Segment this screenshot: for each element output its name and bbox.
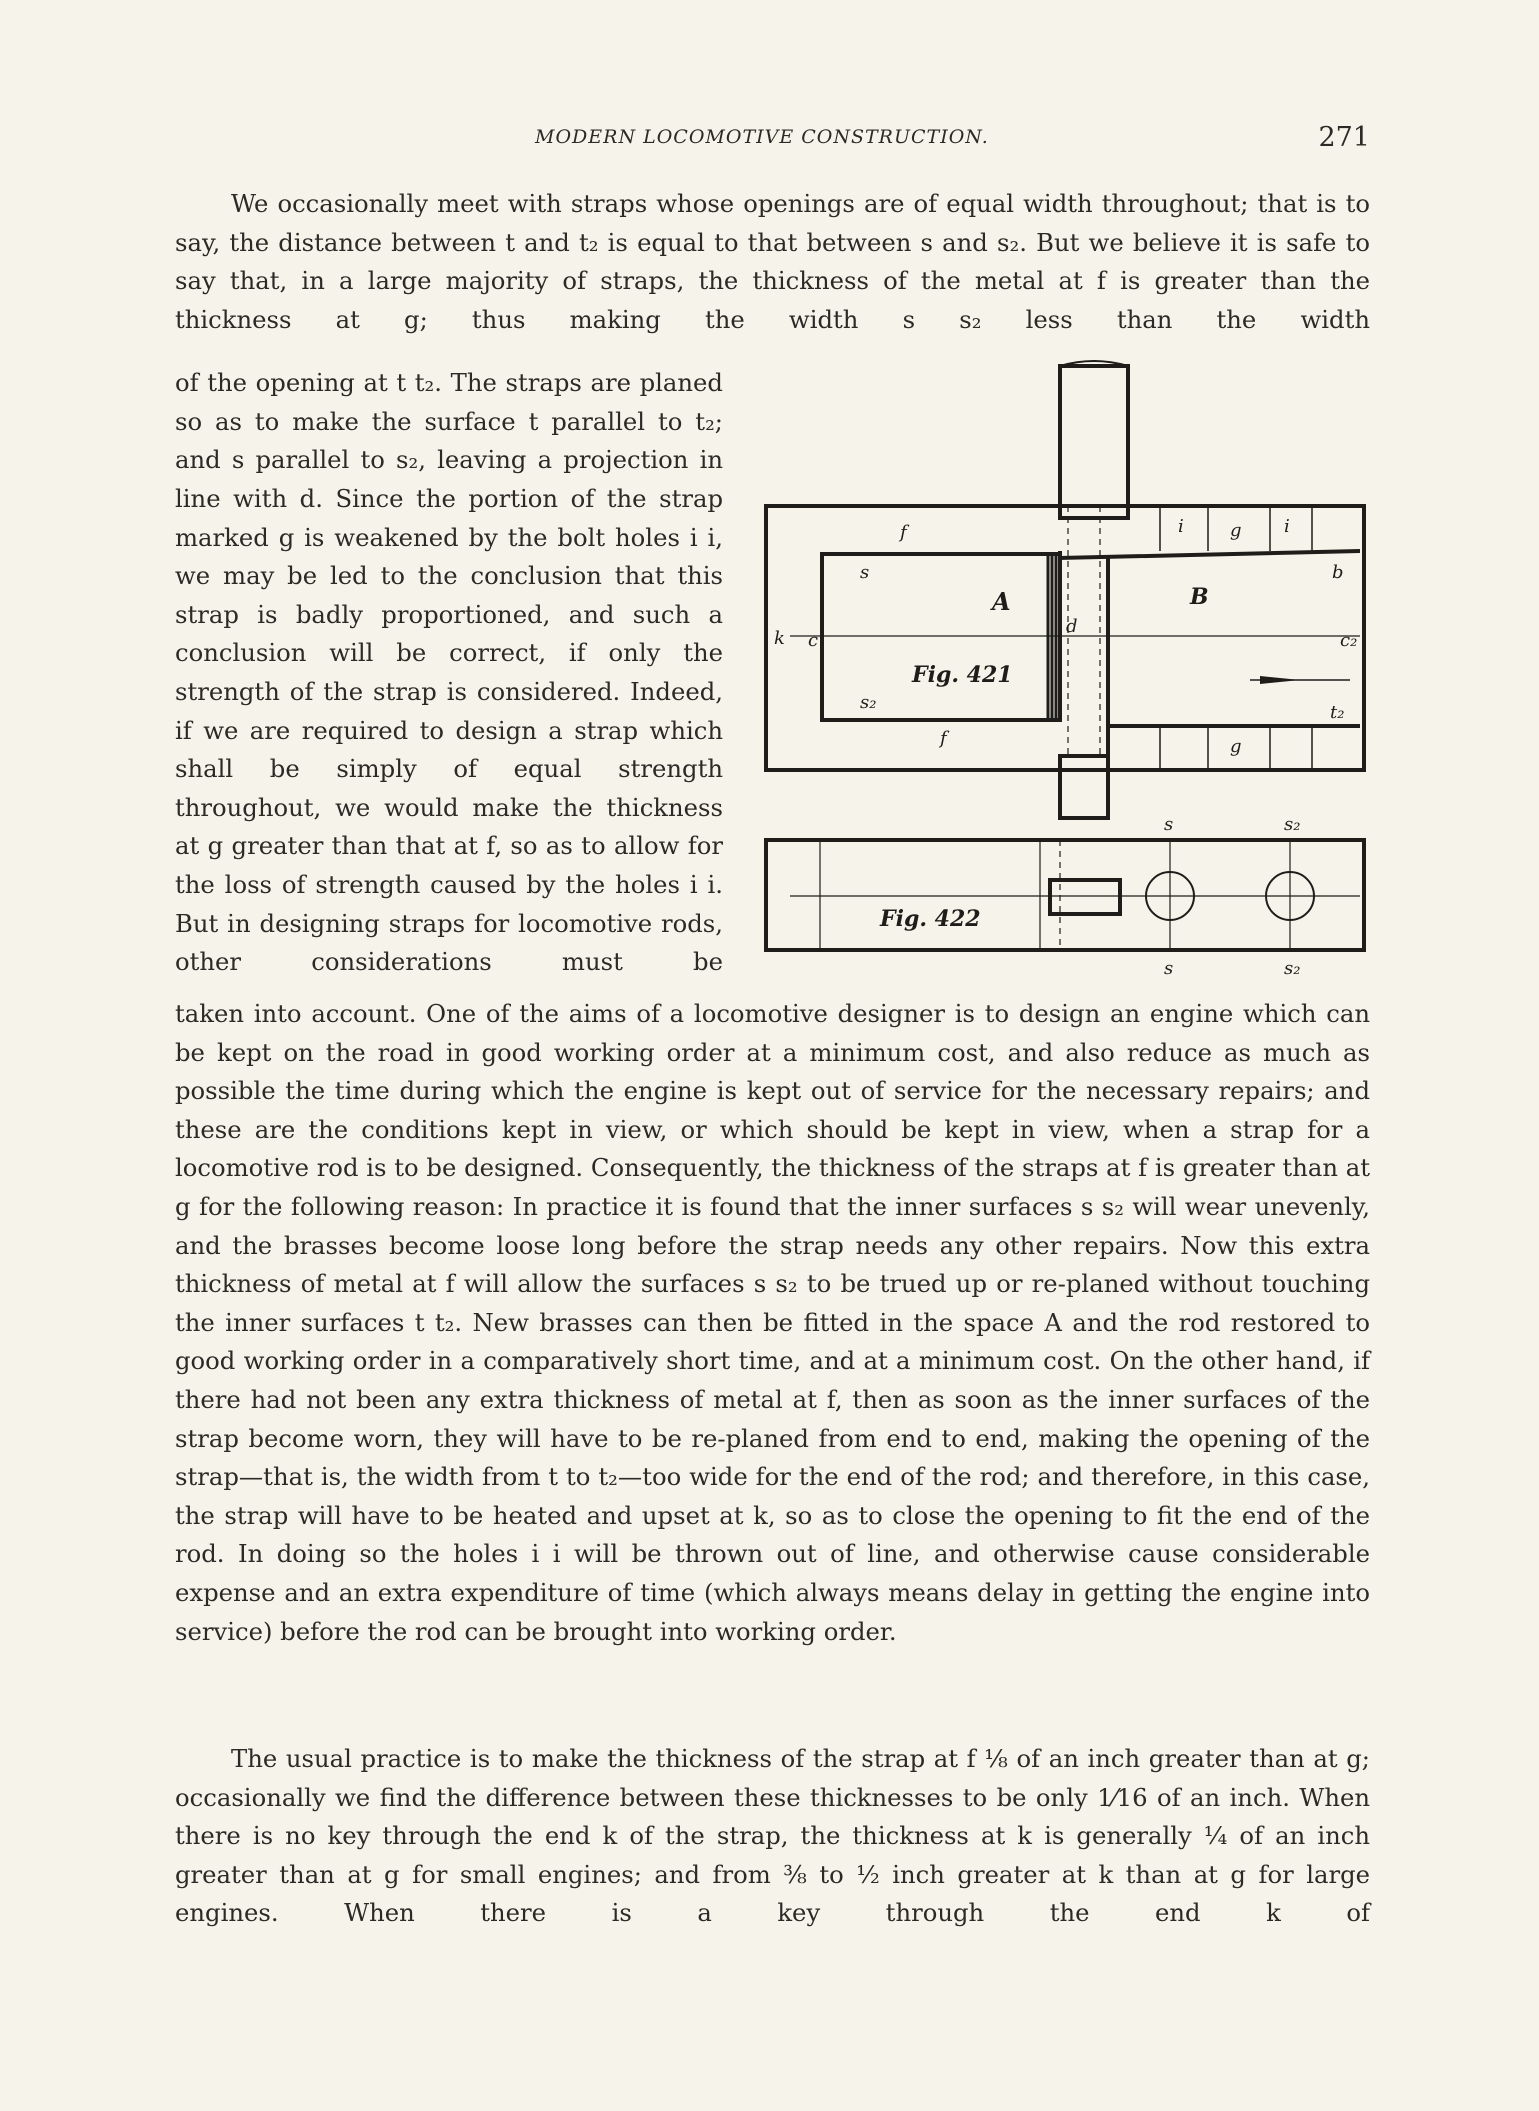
rod-bottom [1060, 756, 1108, 818]
label-b: b [1332, 562, 1344, 583]
label-s2: s₂ [860, 692, 877, 713]
label-s-bottom: s [1164, 958, 1174, 979]
label-B: B [1190, 584, 1209, 610]
label-c2: c₂ [1340, 630, 1358, 651]
strap-bottom-view [766, 840, 1364, 950]
label-c: c [808, 630, 819, 651]
label-s2-bottom: s₂ [1284, 958, 1301, 979]
paragraph-1-intro [175, 185, 1370, 339]
running-head: MODERN LOCOMOTIVE CONSTRUCTION. [535, 126, 989, 148]
fig-421-caption: Fig. 421 [912, 662, 1013, 688]
rod-top [1060, 366, 1128, 518]
paragraph-2-text: The usual practice is to make the thickness of the strap at f ⅛ of an inch greater than at g; occasionally we find the difference between these thicknesses to be only 1⁄16 of an inch. When there is no key through the end k of the strap, the thickness at k is generally ¼ of an inch greater than at g for small engines; and from ⅜ to ½ inch greater at k than at g for large engines. When there is a key through the end k of [175, 1744, 1370, 1928]
label-g: g [1230, 520, 1242, 541]
paragraph-1-wrapped [175, 340, 723, 1006]
label-t2: t₂ [1330, 702, 1345, 723]
page-number: 271 [1318, 122, 1370, 153]
label-A: A [992, 587, 1011, 616]
label-s-top: s [1164, 814, 1174, 835]
label-d: d [1066, 616, 1078, 637]
strap-diagram [760, 346, 1372, 996]
label-f-2: f [940, 728, 947, 749]
label-i-1: i [1178, 516, 1184, 537]
label-k: k [774, 628, 785, 649]
label-i-2: i [1284, 516, 1290, 537]
page-header [175, 122, 1370, 162]
paragraph-1-intro-text: We occasionally meet with straps whose openings are of equal width throughout; that is to say, the distance between t and t₂ is equal to that between s and s₂. But we believe it is safe to say that, in a large majority of straps, the thickness of the metal at f is greater than the thickness at g; thus making the width s s₂ less than the width [175, 189, 1370, 334]
label-s2-top: s₂ [1284, 814, 1301, 835]
paragraph-1-continued-text: taken into account. One of the aims of a locomotive designer is to design an engine which can be kept on the road in good working order at a minimum cost, and also reduce as much as possible the time during which the engine is kept out of service for the necessary repairs; and these are the conditions kept in view, or which should be kept in view, when a strap for a locomotive rod is to be designed. Consequently, the thickness of the straps at f is greater than at g for the following reason: In practice it is found that the inner surfaces s s₂ will wear unevenly, and the brasses become loose long before the strap needs any other repairs. Now this extra thickness of metal at f will allow the surfaces s s₂ to be trued up or re-planed without touching the inner surfaces t t₂. New brasses can then be fitted in the space A and the rod restored to good working order in a comparatively short time, and at a minimum cost. On the other hand, if there had not been any extra thickness of metal at f, then as soon as the inner surfaces of the strap become worn, they will have to be re-planed from end to end, making the opening of the strap—that is, the width from t to t₂—too wide for the end of the rod; and therefore, in this case, the strap will have to be heated and upset at k, so as to close the opening to fit the end of the rod. In doing so the holes i i will be thrown out of line, and otherwise cause considerable expense and an extra expenditure of time (which always means delay in getting the engine into service) before the rod can be brought into working order. [175, 999, 1370, 1646]
paragraph-2 [175, 1740, 1370, 1933]
label-g-2: g [1230, 736, 1242, 757]
figure-421-422 [760, 346, 1372, 1000]
paragraph-1-continued [175, 995, 1370, 1651]
label-f: f [900, 522, 907, 543]
fig-422-caption: Fig. 422 [880, 906, 981, 932]
strap-outline [766, 506, 1364, 770]
label-s: s [860, 562, 870, 583]
paragraph-1-wrapped-text: of the opening at t t₂. The straps are planed so as to make the surface t parallel to t₂; and s parallel to s₂, leaving a projection in line with d. Since the portion of the strap marked g is weakened by the bolt holes i i, we may be led to the conclusion that this strap is badly proportioned, and such a conclusion will be correct, if only the strength of the strap is considered. Indeed, if we are required to design a strap which shall be simply of equal strength throughout, we would make the thickness at g greater than that at f, so as to allow for the loss of strength caused by the holes i i. But in designing straps for locomotive rods, other considerations must be [175, 368, 723, 977]
